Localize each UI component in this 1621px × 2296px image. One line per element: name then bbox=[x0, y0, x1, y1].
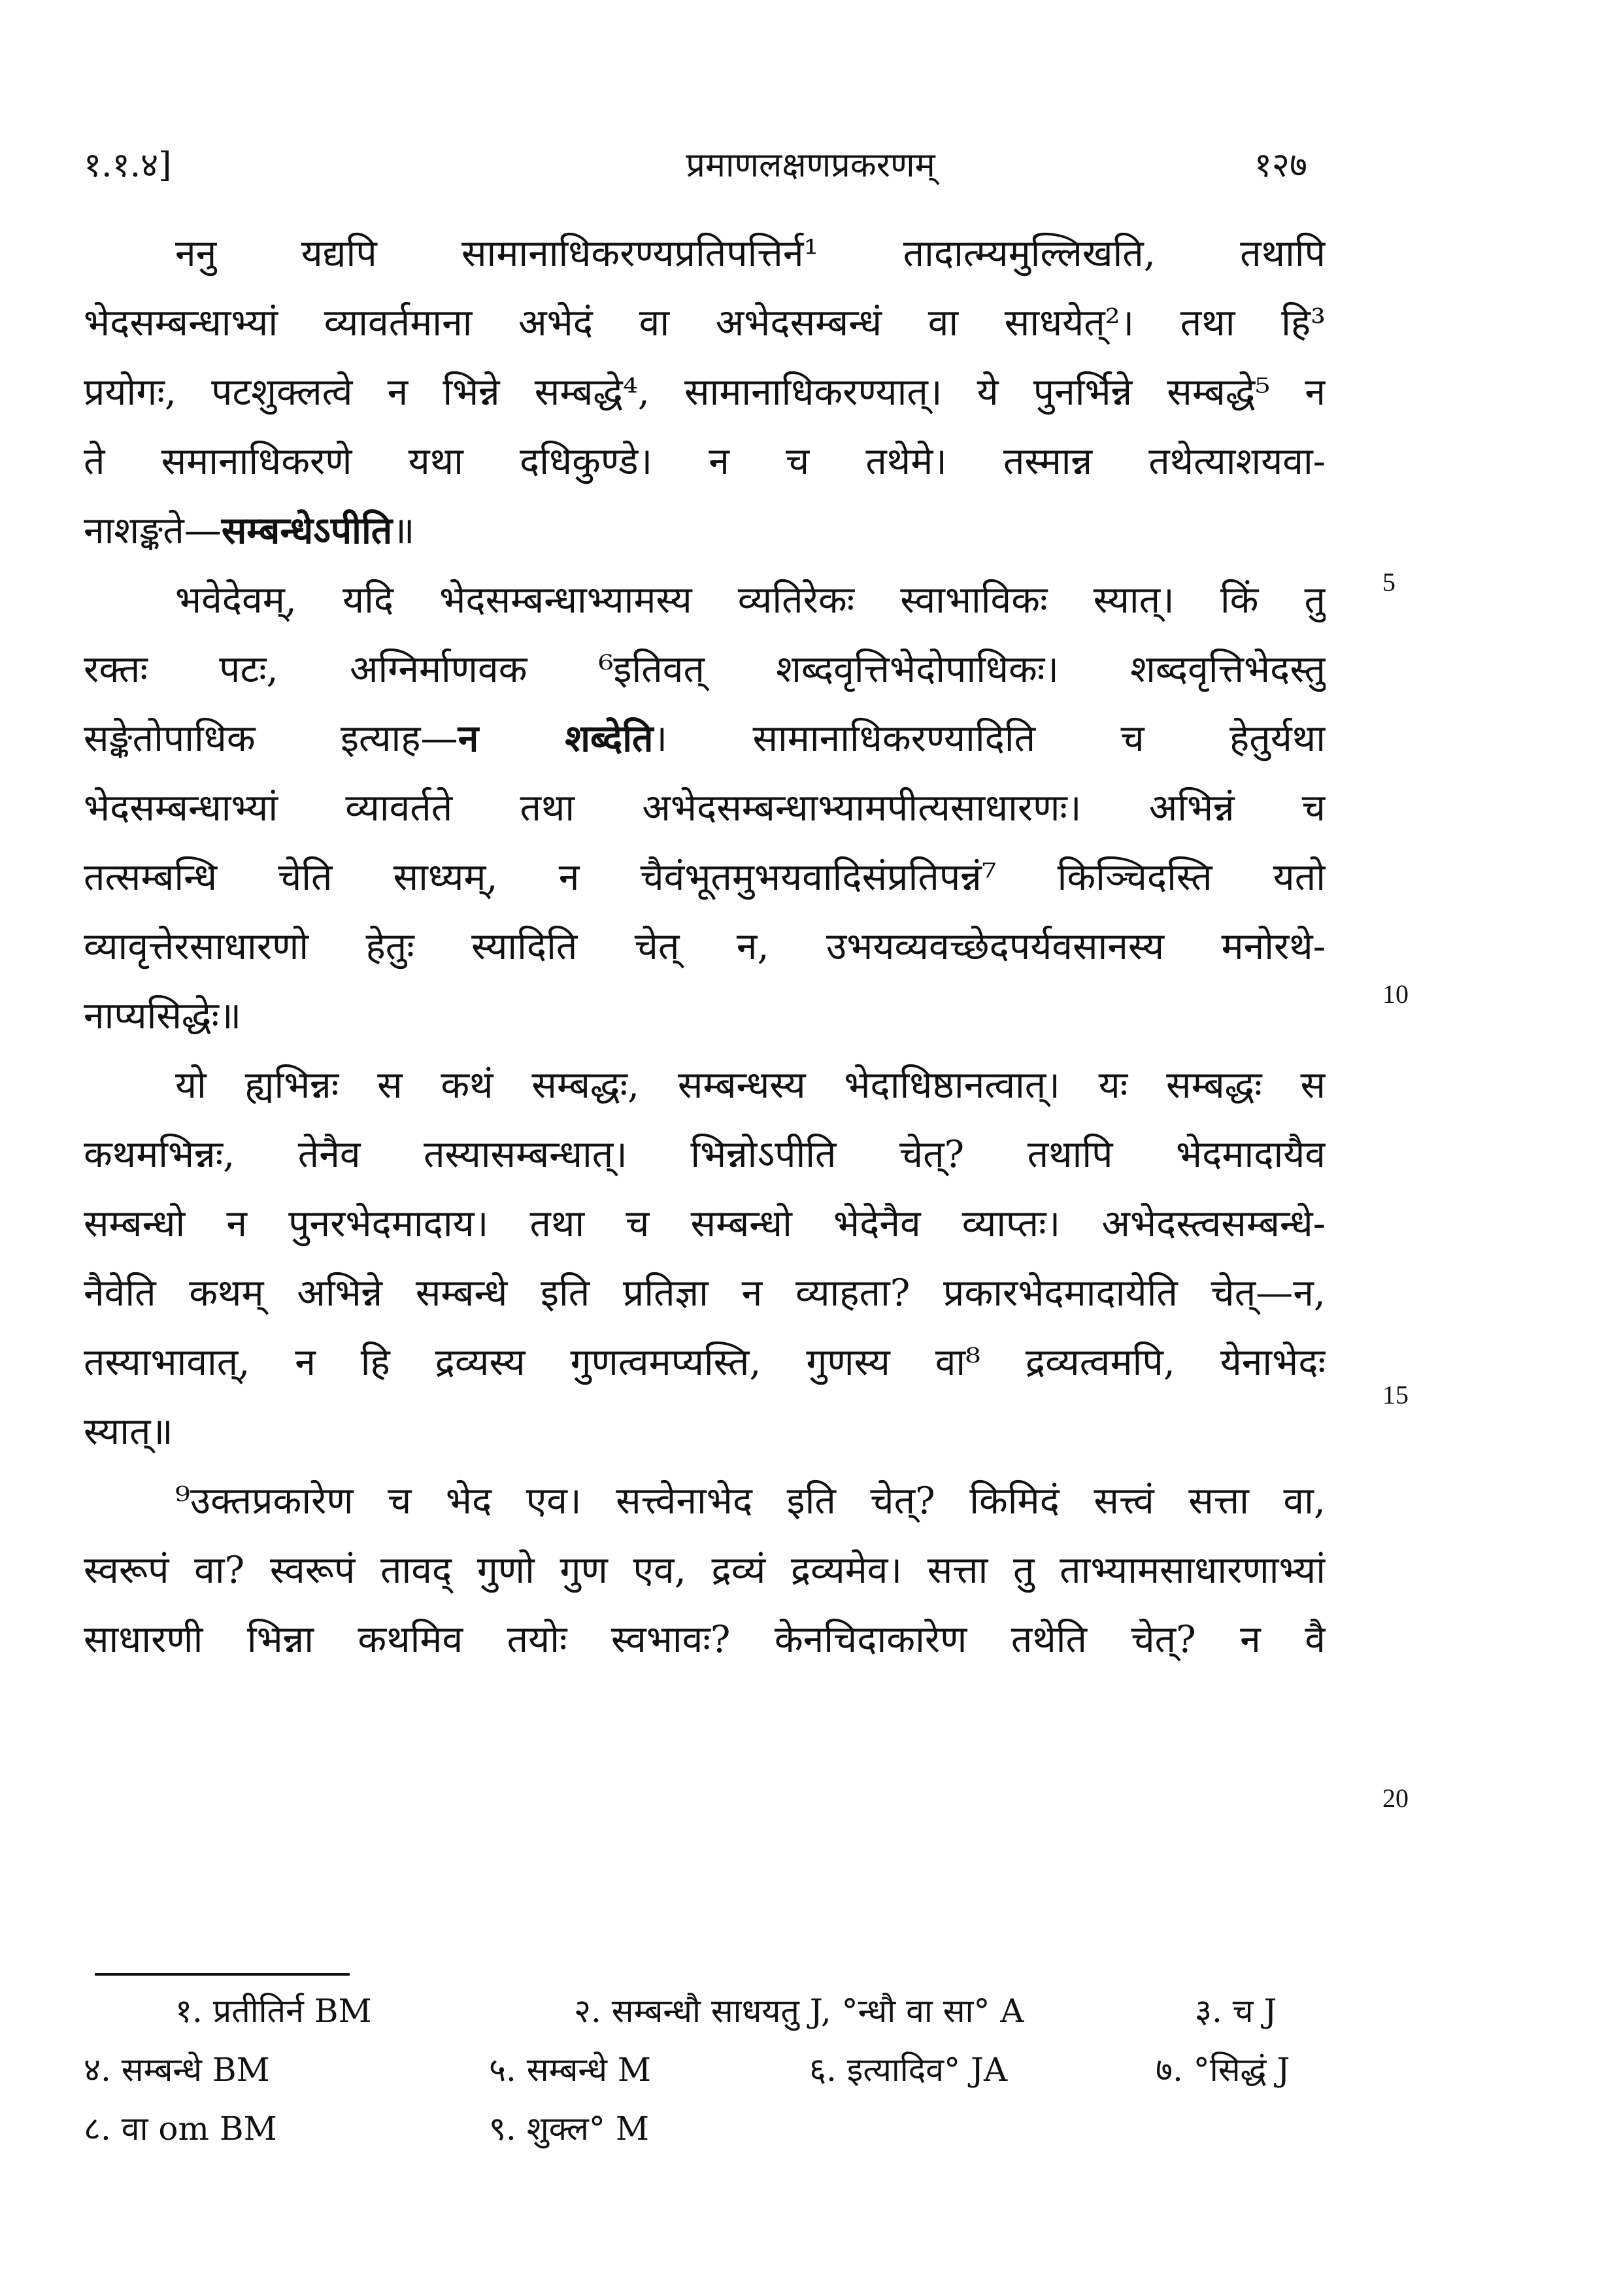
text-line: नैवेति कथम् अभिन्ने सम्बन्धे इति प्रतिज्ञा न व्याहता? प्रकारभेदमादायेति चेत्—न, bbox=[84, 1272, 1326, 1315]
text-line: भवेदेवम्, यदि भेदसम्बन्धाभ्यामस्य व्यतिरेकः स्वाभाविकः स्यात्। किं तु bbox=[175, 579, 1326, 622]
margin-line-number: 15 bbox=[1382, 1380, 1409, 1410]
text-line: तस्याभावात्, न हि द्रव्यस्य गुणत्वमप्यस्ति, गुणस्य वा⁸ द्रव्यत्वमपि, येनाभेदः bbox=[84, 1341, 1326, 1384]
text-line: ते समानाधिकरणे यथा दधिकुण्डे। न च तथेमे। तस्मान्न तथेत्याशयवा- bbox=[84, 440, 1326, 483]
text-line bbox=[84, 704, 1326, 773]
text-line: स्वरूपं वा? स्वरूपं तावद् गुणो गुण एव, द्रव्यं द्रव्यमेव। सत्ता तु ताभ्यामसाधारणाभ्यां bbox=[84, 1549, 1326, 1592]
line-text: ॥ bbox=[392, 509, 415, 552]
footnote: १. प्रतीतिर्न BM bbox=[175, 1992, 372, 2030]
page-number: १२७ bbox=[1254, 146, 1307, 185]
footnote: ७. °सिद्धं J bbox=[1156, 2051, 1290, 2089]
margin-line-number: 10 bbox=[1382, 979, 1409, 1009]
text-line: रक्तः पटः, अग्निर्माणवक ⁶इतिवत् शब्दवृत्तिभेदोपाधिकः। शब्दवृत्तिभेदस्तु bbox=[84, 648, 1326, 691]
text-line: भेदसम्बन्धाभ्यां व्यावर्तमाना अभेदं वा अभेदसम्बन्धं वा साधयेत्²। तथा हि³ bbox=[84, 301, 1326, 345]
footnote: ५. सम्बन्धे M bbox=[489, 2051, 652, 2089]
text-line: स्यात्॥ bbox=[84, 1410, 173, 1453]
line-text: नाशङ्कते— bbox=[84, 509, 222, 552]
running-title: प्रमाणलक्षणप्रकरणम् bbox=[686, 146, 935, 185]
text-line: प्रयोगः, पटशुक्लत्वे न भिन्ने सम्बद्धे⁴, सामानाधिकरण्यात्। ये पुनर्भिन्ने सम्बद्धे⁵ न bbox=[84, 371, 1326, 414]
text-line: साधारणी भिन्ना कथमिव तयोः स्वभावः? केनचिदाकारेण तथेति चेत्? न वै bbox=[84, 1618, 1326, 1661]
footnote-row bbox=[84, 2105, 1326, 2164]
line-text: सङ्केतोपाधिक इत्याह— bbox=[84, 717, 458, 760]
text-line: ⁹उक्तप्रकारेण च भेद एव। सत्त्वेनाभेद इति चेत्? किमिदं सत्त्वं सत्ता वा, bbox=[175, 1479, 1326, 1523]
footnote: ६. इत्यादिव° JA bbox=[809, 2051, 1008, 2089]
main-text bbox=[84, 219, 1326, 1674]
footnote: ४. सम्बन्धे BM bbox=[84, 2051, 270, 2089]
footnote-row bbox=[84, 2046, 1326, 2105]
text-line: सम्बन्धो न पुनरभेदमादाय। तथा च सम्बन्धो भेदेनैव व्याप्तः। अभेदस्त्वसम्बन्धे- bbox=[84, 1202, 1326, 1245]
text-line: भेदसम्बन्धाभ्यां व्यावर्तते तथा अभेदसम्बन्धाभ्यामपीत्यसाधारणः। अभिन्नं च bbox=[84, 786, 1326, 830]
line-text: । सामानाधिकरण्यादिति च हेतुर्यथा bbox=[653, 717, 1326, 760]
footnote: २. सम्बन्धौ साधयतु J, °न्धौ वा सा° A bbox=[574, 1992, 1024, 2030]
footnote-divider bbox=[95, 1973, 350, 1976]
bold-pratika: सम्बन्धेऽपीति bbox=[221, 509, 393, 552]
bold-pratika: न शब्देति bbox=[458, 717, 654, 760]
text-line: तत्सम्बन्धि चेति साध्यम्, न चैवंभूतमुभयवादिसंप्रतिपन्नं⁷ किञ्चिदस्ति यतो bbox=[84, 856, 1326, 899]
running-header bbox=[0, 141, 1621, 199]
margin-line-number: 20 bbox=[1382, 1783, 1409, 1813]
footnote-row bbox=[84, 1987, 1326, 2046]
text-line: नाप्यसिद्धेः॥ bbox=[84, 994, 242, 1038]
text-line: कथमभिन्नः, तेनैव तस्यासम्बन्धात्। भिन्नोऽपीति चेत्? तथापि भेदमादायैव bbox=[84, 1133, 1326, 1176]
text-line bbox=[84, 496, 1326, 566]
text-line: व्यावृत्तेरसाधारणो हेतुः स्यादिति चेत् न, उभयव्यवच्छेदपर्यवसानस्य मनोरथे- bbox=[84, 925, 1326, 968]
footnote: ३. च J bbox=[1195, 1992, 1277, 2030]
footnote: ८. वा om BM bbox=[84, 2110, 277, 2148]
text-line: ननु यद्यपि सामानाधिकरण्यप्रतिपत्तिर्न¹ तादात्म्यमुल्लिखति, तथापि bbox=[175, 232, 1326, 275]
section-reference: १.१.४] bbox=[84, 146, 172, 185]
text-line: यो ह्यभिन्नः स कथं सम्बद्धः, सम्बन्धस्य भेदाधिष्ठानत्वात्। यः सम्बद्धः स bbox=[175, 1064, 1326, 1107]
margin-line-number: 5 bbox=[1382, 567, 1395, 597]
footnote: ९. शुक्ल° M bbox=[489, 2110, 650, 2148]
